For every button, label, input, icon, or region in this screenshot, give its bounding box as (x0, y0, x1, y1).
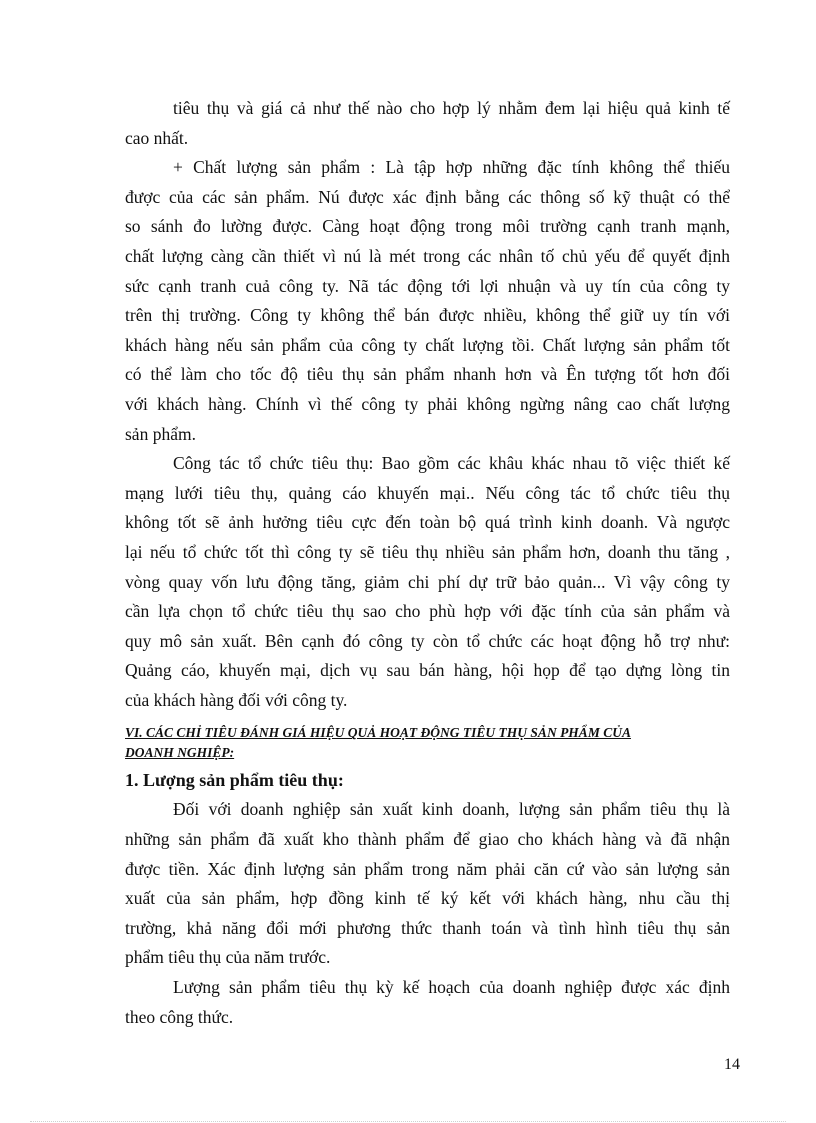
text-line: chất lượng càng cần thiết vì nú là mét trong các nhân tố chủ yếu để quyết định (125, 245, 730, 266)
text-line: lại nếu tổ chức tốt thì công ty sẽ tiêu thụ nhiều sản phẩm hơn, doanh thu tăng , (125, 541, 730, 562)
paragraph-product-quality (125, 153, 730, 449)
text-line: không tốt sẽ ảnh hưởng tiêu cực đến toàn bộ quá trình kinh doanh. Và ngược (125, 512, 730, 533)
text-line: được của các sản phẩm. Nú được xác định bằng các thông số kỹ thuật có thể (125, 186, 730, 207)
paragraph-continuation (125, 94, 730, 153)
text-line: theo công thức. (125, 1006, 234, 1027)
paragraph-sales-organization (125, 449, 730, 715)
page-content (125, 94, 730, 1032)
text-line: cao nhất. (125, 127, 189, 148)
text-line: của khách hàng đối với công ty. (125, 689, 348, 710)
text-line: vòng quay vốn lưu động tăng, giảm chi phí dự trữ bảo quản... Vì vậy công ty (125, 571, 730, 592)
text-line: + Chất lượng sản phẩm : Là tập hợp những đặc tính không thể thiếu (173, 157, 730, 178)
text-line: trên thị trường. Công ty không thể bán được nhiều, không thể giữ uy tín với (125, 305, 730, 326)
text-line: mạng lưới tiêu thụ, quảng cáo khuyến mại.. Nếu công tác tổ chức tiêu thụ (125, 482, 730, 503)
text-line: trường, khả năng đổi mới phương thức thanh toán và tình hình tiêu thụ sản (125, 917, 730, 938)
section-heading-line: DOANH NGHIỆP: (125, 745, 235, 761)
text-line: sức cạnh tranh cuả công ty. Nã tác động tới lợi nhuận và uy tín của công ty (125, 275, 730, 296)
text-line: Lượng sản phẩm tiêu thụ kỳ kế hoạch của doanh nghiệp được xác định (173, 977, 730, 998)
section-heading (125, 723, 730, 763)
section-heading-line: VI. CÁC CHỈ TIÊU ĐÁNH GIÁ HIỆU QUẢ HOẠT ĐỘNG TIÊU THỤ SẢN PHẨM CỦA (125, 725, 631, 741)
page-number: 14 (724, 1056, 740, 1073)
text-line: Đối với doanh nghiệp sản xuất kinh doanh, lượng sản phẩm tiêu thụ là (173, 799, 730, 820)
text-line: quy mô sản xuất. Bên cạnh đó công ty còn tổ chức các hoạt động hỗ trợ như: (125, 630, 730, 651)
subheading: 1. Lượng sản phẩm tiêu thụ: (125, 770, 344, 791)
text-line: Công tác tổ chức tiêu thụ: Bao gồm các khâu khác nhau tõ việc thiết kế (173, 453, 730, 474)
text-line: so sánh đo lường được. Càng hoạt động trong môi trường cạnh tranh mạnh, (125, 216, 730, 237)
text-line: Quảng cáo, khuyến mại, dịch vụ sau bán hàng, hội họp để tạo dựng lòng tin (125, 660, 730, 681)
text-line: tiêu thụ và giá cả như thế nào cho hợp lý nhằm đem lại hiệu quả kinh tế (173, 98, 730, 118)
text-line: được tiền. Xác định lượng sản phẩm trong năm phải căn cứ vào sản lượng sản (125, 858, 730, 879)
text-line: với khách hàng. Chính vì thế công ty phải không ngừng nâng cao chất lượng (125, 393, 730, 414)
text-line: có thể làm cho tốc độ tiêu thụ sản phẩm nhanh hơn và Ên tượng tốt hơn đối (125, 364, 730, 385)
page-bottom-divider (30, 1121, 786, 1122)
text-line: khách hàng nếu sản phẩm của công ty chất lượng tồi. Chất lượng sản phẩm tốt (125, 334, 730, 355)
text-line: phẩm tiêu thụ của năm trước. (125, 947, 331, 968)
text-line: cần lựa chọn tổ chức tiêu thụ sao cho phù hợp với đặc tính của sản phẩm và (125, 601, 730, 622)
text-line: những sản phẩm đã xuất kho thành phẩm để giao cho khách hàng và đã nhận (125, 829, 730, 850)
paragraph-formula-intro (125, 973, 730, 1032)
paragraph-sales-volume (125, 795, 730, 973)
text-line: sản phẩm. (125, 423, 196, 444)
text-line: xuất của sản phẩm, hợp đồng kinh tế ký kết với khách hàng, nhu cầu thị (125, 888, 730, 909)
